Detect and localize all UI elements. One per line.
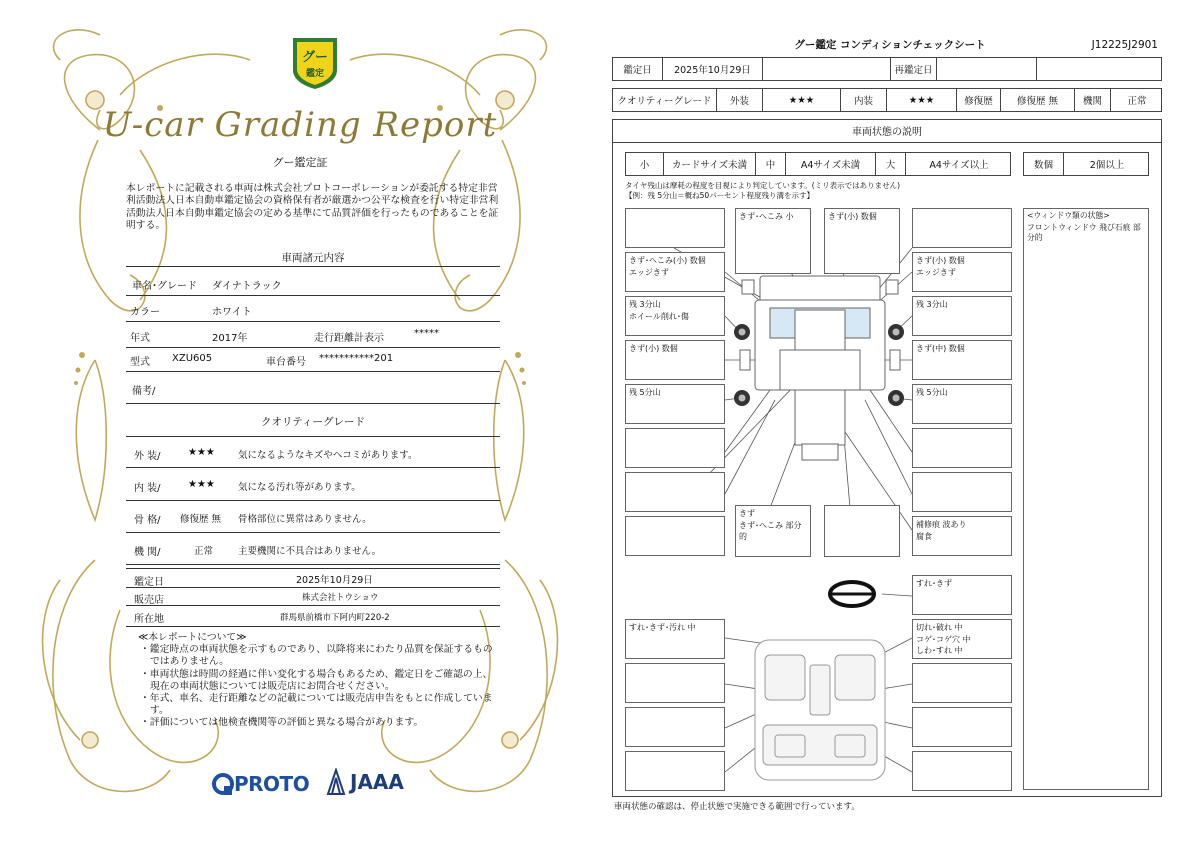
- condition-box: [824, 208, 900, 274]
- condition-text: エッジきず: [916, 267, 956, 277]
- note-item: ・年式、車名、走行距離などの記載については販売店申告をもとに作成しています。: [140, 693, 493, 717]
- sheet-date-label: 鑑定日: [613, 58, 663, 80]
- jaaa-logo-icon: [326, 768, 346, 796]
- goo-kantei-badge-icon: [288, 34, 342, 90]
- row-engine: [126, 535, 500, 565]
- exterior-text: 気になるようなキズやヘコミがあります。: [238, 450, 418, 461]
- condition-text: 腐食: [916, 531, 932, 541]
- condition-box: [735, 208, 811, 274]
- exterior-stars: ★★★: [188, 447, 215, 458]
- date-label: 鑑定日: [134, 577, 164, 588]
- reinspect-label: 再鑑定日: [891, 58, 937, 80]
- condition-box: [625, 707, 725, 747]
- dealer-value: 株式会社トウショウ: [302, 593, 379, 603]
- count-desc: 2個以上: [1089, 160, 1125, 171]
- condition-box: [912, 384, 1012, 424]
- model-value: XZU605: [172, 353, 213, 364]
- sheet-repair-value: 修復歴 無: [1001, 89, 1075, 111]
- condition-box: [625, 619, 725, 659]
- condition-box: [625, 296, 725, 336]
- condition-text: 切れ･破れ 中: [916, 623, 963, 632]
- tire-note-2: 【例：残 5分山＝概ね50パーセント程度残り溝を示す】: [625, 191, 815, 200]
- engine-label: 機 関/: [134, 547, 161, 558]
- count-label: 数個: [1024, 153, 1064, 175]
- condition-text: すれ･きず: [916, 579, 952, 588]
- frame-label: 骨 格/: [134, 515, 161, 526]
- condition-box: [625, 252, 725, 292]
- condition-box: [912, 516, 1012, 556]
- condition-text: エッジきず: [629, 267, 669, 277]
- mileage-label: 走行距離計表示: [314, 333, 384, 344]
- size-mid-desc: A4サイズ未満: [786, 153, 876, 175]
- row-address: [126, 607, 500, 627]
- color-value: ホワイト: [212, 307, 252, 318]
- sheet-engine-value: 正常: [1127, 96, 1147, 107]
- condition-text: きず･へこみ 小: [739, 212, 794, 221]
- row-name-grade: [126, 272, 500, 296]
- condition-text: 残 3分山: [629, 300, 661, 309]
- condition-box: [912, 619, 1012, 659]
- proto-logo-text: PROTO: [234, 772, 310, 796]
- sheet-repair-label: 修復歴: [957, 89, 1001, 111]
- condition-text: きず･へこみ 部分的: [739, 520, 802, 541]
- window-text: フロントウィンドウ 飛び石痕 部分的: [1027, 223, 1141, 242]
- steering-wheel-icon: [830, 582, 874, 606]
- certificate-subtitle: グー鑑定証: [272, 156, 328, 169]
- address-value: 群馬県前橋市下阿内町220-2: [280, 613, 390, 623]
- row-model: [126, 348, 500, 372]
- condition-box: [912, 751, 1012, 791]
- condition-text: きず(小) 数個: [916, 256, 965, 265]
- quality-heading: クオリティーグレード: [261, 416, 365, 428]
- condition-box: [625, 384, 725, 424]
- size-small: 小: [626, 153, 664, 175]
- condition-text: きず(中) 数個: [916, 344, 965, 353]
- size-large-desc: A4サイズ以上: [929, 160, 989, 171]
- badge-text-2: 鑑定: [305, 69, 325, 79]
- sheet-quality-label: クオリティーグレード: [613, 89, 717, 111]
- condition-text: 補修痕 波あり: [916, 520, 967, 529]
- size-large: 大: [876, 153, 906, 175]
- condition-box: [735, 505, 811, 557]
- row-date: [126, 568, 500, 588]
- engine-text: 主要機関に不具合はありません。: [238, 546, 382, 557]
- condition-text: きず: [739, 509, 755, 518]
- tire-note-1: タイヤ残山は摩耗の程度を目視により判定しています。(ミリ表示ではありません): [625, 181, 901, 190]
- jaaa-logo-text: JAAA: [350, 770, 404, 794]
- sheet-id: J12225J2901: [1091, 39, 1158, 51]
- chassis-label: 車台番号: [266, 357, 306, 368]
- row-color: [126, 298, 500, 322]
- condition-text: きず(小) 数個: [629, 344, 678, 353]
- name-grade-label: 車名･グレード: [132, 281, 197, 292]
- frame-value: 修復歴 無: [180, 514, 222, 525]
- sheet-date-value: 2025年10月29日: [663, 58, 763, 80]
- condition-box: [912, 428, 1012, 468]
- date-value: 2025年10月29日: [296, 575, 373, 586]
- interior-label: 内 装/: [134, 483, 161, 494]
- condition-box: [625, 472, 725, 512]
- note-item: ・鑑定時点の車両状態を示すものであり、以降将来にわたり品質を保証するものではありません。: [140, 644, 493, 668]
- condition-box: [625, 428, 725, 468]
- color-label: カラー: [130, 307, 160, 318]
- condition-box: [912, 663, 1012, 703]
- condition-box: [912, 252, 1012, 292]
- condition-box: [625, 340, 725, 380]
- sheet-exterior-label: 外装: [717, 89, 763, 111]
- proto-logo-icon: [212, 772, 234, 796]
- row-dealer: [126, 588, 500, 606]
- condition-box: [625, 208, 725, 248]
- condition-box: [824, 505, 900, 557]
- condition-text: きず･へこみ(小) 数個: [629, 256, 706, 265]
- notes-heading: ≪本レポートについて≫: [138, 632, 247, 643]
- sheet-heading: グー鑑定 コンディションチェックシート: [794, 39, 986, 51]
- condition-box: [625, 751, 725, 791]
- window-title: <ウィンドウ類の状態>: [1027, 211, 1110, 220]
- size-mid: 中: [756, 153, 786, 175]
- condition-text: コゲ･コゲ穴 中: [916, 634, 971, 644]
- engine-value: 正常: [194, 546, 214, 557]
- interior-text: 気になる汚れ等があります。: [238, 482, 361, 493]
- condition-text: 残 3分山: [916, 300, 948, 309]
- row-exterior: [126, 440, 500, 468]
- condition-text: きず(小) 数個: [828, 212, 877, 221]
- section-title: 車両状態の説明: [612, 119, 1162, 143]
- mileage-value: *****: [414, 328, 439, 339]
- dealer-label: 販売店: [134, 595, 164, 606]
- note-item: ・評価については他検査機関等の評価と異なる場合があります。: [140, 717, 424, 729]
- condition-box: [625, 516, 725, 556]
- exterior-label: 外 装/: [134, 451, 161, 462]
- row-year: [126, 324, 500, 348]
- condition-text: 残 5分山: [629, 388, 661, 397]
- condition-text: すれ･きず･汚れ 中: [629, 623, 696, 632]
- year-label: 年式: [130, 333, 150, 344]
- frame-text: 骨格部位に異常はありません。: [238, 514, 372, 525]
- interior-stars: ★★★: [188, 479, 215, 490]
- sheet-engine-label: 機関: [1075, 89, 1111, 111]
- condition-text: ホイール削れ･傷: [629, 311, 689, 321]
- name-grade-value: ダイナトラック: [212, 281, 282, 292]
- report-notes: [138, 632, 498, 730]
- condition-box: [912, 296, 1012, 336]
- sheet-exterior-stars: ★★★: [763, 89, 841, 111]
- condition-check-sheet: [600, 0, 1200, 848]
- condition-text: 残 5分山: [916, 388, 948, 397]
- sheet-interior-label: 内装: [841, 89, 887, 111]
- sheet-interior-stars: ★★★: [887, 89, 957, 111]
- year-value: 2017年: [212, 333, 248, 344]
- remarks-label: 備考/: [132, 386, 156, 397]
- row-frame: [126, 503, 500, 533]
- spec-heading: 車両諸元内容: [281, 252, 345, 264]
- row-interior: [126, 471, 500, 501]
- report-title: U-car Grading Report: [102, 105, 498, 145]
- row-remarks: [126, 374, 500, 404]
- chassis-value: ***********201: [319, 353, 394, 364]
- condition-box: [912, 208, 1012, 248]
- note-item: ・車両状態は時間の経過に伴い変化する場合もあるため、鑑定日をご確認の上、現在の車両状態については販売店にお問合せください。: [140, 668, 493, 692]
- badge-text-1: グー: [301, 50, 329, 65]
- condition-box: [912, 707, 1012, 747]
- address-label: 所在地: [134, 614, 164, 625]
- certificate-statement: 本レポートに記載される車両は株式会社プロトコーポレーションが委託する特定非営利活動法人日本自動車鑑定協会の資格保有者が厳選かつ公平な検査を行い特定非営利活動法人日本自動車鑑定協会の定める基準にて品質評価を行ったものであることを証明する。: [126, 183, 499, 232]
- sheet-footer: 車両状態の確認は、停止状態で実施できる範囲で行っています。: [614, 802, 860, 812]
- size-small-desc: カードサイズ未満: [664, 153, 756, 175]
- condition-box: [625, 663, 725, 703]
- condition-box: [912, 472, 1012, 512]
- condition-box: [912, 340, 1012, 380]
- condition-box: [912, 575, 1012, 615]
- model-label: 型式: [130, 357, 150, 368]
- condition-text: しわ･すれ 中: [916, 646, 963, 655]
